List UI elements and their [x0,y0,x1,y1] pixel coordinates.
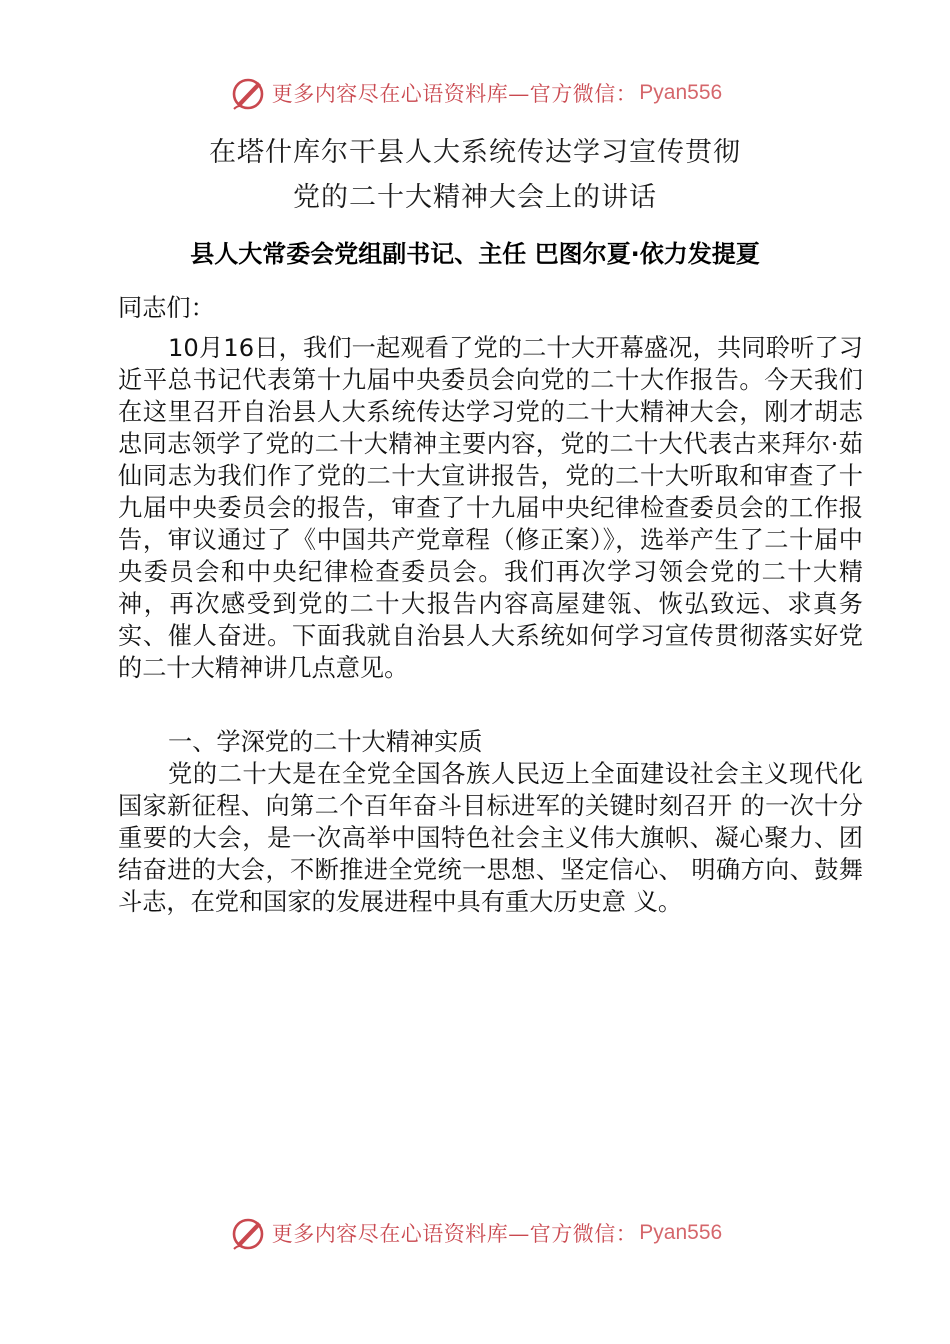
watermark-handle: Pyan556 [639,1221,723,1244]
salutation: 同志们： [118,294,215,322]
section-1-heading: 一、学深党的二十大精神实质 [168,728,483,756]
watermark-handle: Pyan556 [639,81,723,104]
brush-logo-icon [228,1213,268,1253]
document-title-line-2: 党的二十大精神大会上的讲话 [293,182,657,213]
brush-logo-icon [228,73,268,113]
speaker-line: 县人大常委会党组副书记、主任 巴图尔夏·依力发提夏 [190,240,760,268]
watermark-footer [0,1208,950,1258]
watermark-text: 更多内容尽在心语资料库—官方微信： [271,1222,638,1246]
paragraph-1: 10月16日，我们一起观看了党的二十大开幕盛况，共同聆听了习近平总书记代表第十九届中央委员会向党的二十大作报告。今天我们在这里召开自治县人大系统传达学习党的二十大精神大会，刚才胡志忠同志领学了党的二十大精神主要内容，党的二十大代表古来拜尔·茹仙同志为我们作了党的二十大宣讲报告，党的二十大听取和审查了十九届中央委员会的报告，审查了十九届中央纪律检查委员会的工作报告，审议通过了《中国共产党章程（修正案）》，选举产生了二十届中央委员会和中央纪律检查委员会。我们再次学习领会党的二十大精神，再次感受到党的二十大报告内容高屋建瓴、恢弘致远、求真务实、催人奋进。下面我就自治县人大系统如何学习宣传贯彻落实好党的二十大精神讲几点意见。 [118,334,863,682]
document-title-line-1: 在塔什库尔干县人大系统传达学习宣传贯彻 [209,137,741,168]
paragraph-2: 党的二十大是在全党全国各族人民迈上全面建设社会主义现代化国家新征程、向第二个百年奋斗目标进军的关键时刻召开 的一次十分重要的大会，是一次高举中国特色社会主义伟大旗帜、凝心聚力、团结奋进的大会，不断推进全党统一思想、坚定信心、 明确方向、鼓舞斗志，在党和国家的发展进程中具有重大历史意 义。 [118,760,863,916]
watermark-text: 更多内容尽在心语资料库—官方微信： [271,82,638,106]
watermark-header [0,68,950,118]
